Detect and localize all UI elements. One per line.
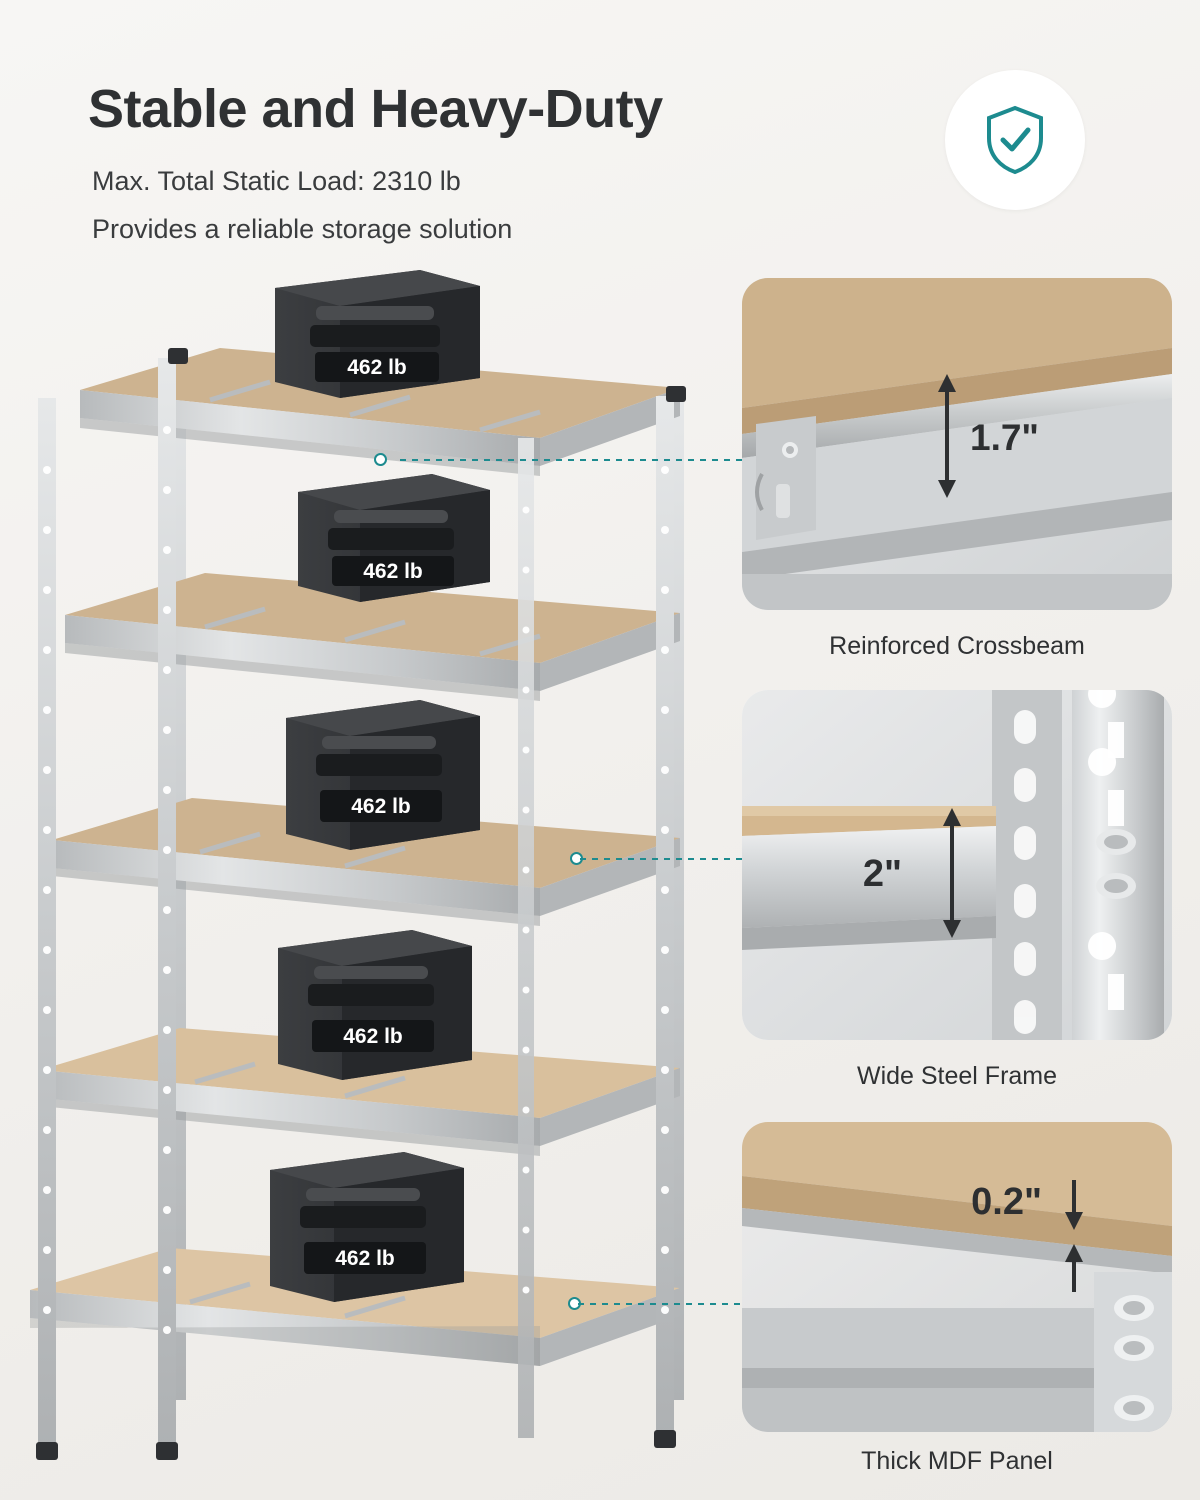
weight-block-5 bbox=[275, 270, 480, 398]
weight-label-3: 462 lb bbox=[351, 795, 411, 818]
feature-card-thick-mdf-panel bbox=[742, 1122, 1172, 1432]
subtitle-storage: Provides a reliable storage solution bbox=[92, 214, 513, 244]
feature-card-wide-steel-frame bbox=[742, 690, 1172, 1040]
weight-label-4: 462 lb bbox=[363, 560, 423, 583]
weight-block-3 bbox=[286, 700, 480, 850]
callout-line-panel bbox=[578, 1303, 742, 1305]
dimension-label-panel: 0.2" bbox=[971, 1181, 1042, 1223]
weight-label-2: 462 lb bbox=[343, 1025, 403, 1048]
weight-label-1: 462 lb bbox=[335, 1247, 395, 1270]
page-title: Stable and Heavy-Duty bbox=[88, 79, 663, 139]
feature-card-reinforced-crossbeam bbox=[742, 278, 1172, 610]
callout-line-crossbeam bbox=[400, 459, 742, 461]
weight-label-5: 462 lb bbox=[347, 356, 407, 379]
shield-badge bbox=[945, 70, 1085, 210]
feature-caption-crossbeam: Reinforced Crossbeam bbox=[829, 632, 1085, 660]
feature-caption-frame: Wide Steel Frame bbox=[856, 1062, 1058, 1090]
weight-block-2 bbox=[278, 930, 472, 1080]
callout-dot-crossbeam bbox=[374, 453, 387, 466]
callout-line-frame bbox=[580, 858, 742, 860]
shield-check-icon bbox=[983, 104, 1047, 176]
dimension-label-crossbeam: 1.7" bbox=[970, 417, 1039, 458]
dimension-label-frame: 2" bbox=[862, 853, 902, 895]
product-illustration bbox=[20, 270, 740, 1470]
feature-caption-panel: Thick MDF Panel bbox=[861, 1447, 1053, 1475]
subtitle-load: Max. Total Static Load: 2310 lb bbox=[92, 166, 461, 196]
weight-block-4 bbox=[298, 474, 490, 602]
weight-block-1 bbox=[270, 1152, 464, 1302]
